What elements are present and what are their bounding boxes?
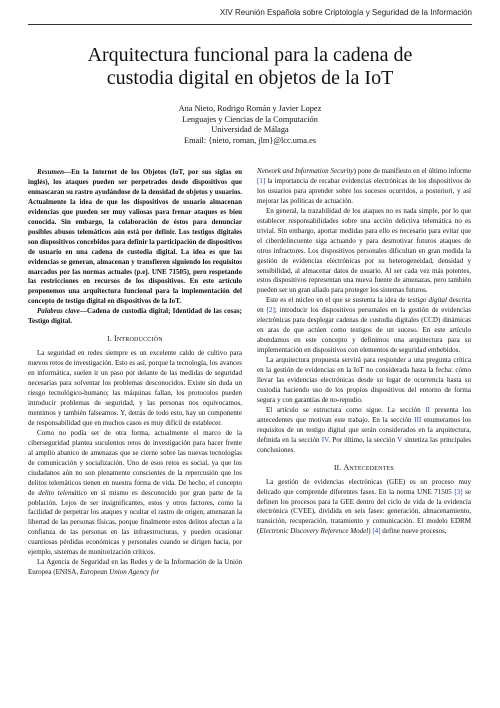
section-link[interactable]: III xyxy=(414,415,422,424)
paragraph xyxy=(28,429,242,558)
running-header: XIV Reunión Española sobre Criptología y Seguridad de la Información xyxy=(219,8,472,17)
emphasis: European Union Agency for xyxy=(79,568,160,577)
author-university: Universidad de Málaga xyxy=(211,125,289,135)
text-run: ) pone de manifiesto en el último informe xyxy=(353,167,471,175)
emphasis: Network and Information Security xyxy=(257,167,354,175)
paragraph: La seguridad en redes siempre es un excelente caldo de cultivo para nuevos retos de investigación. Esto es así, porque la tecnología, los avances en informática, suelen ir un paso por delante de las medidas de seguridad necesarias para solventar los problemas desconocidos. Existe sin duda un riesgo tecnológico-humano; las máquinas fallan, los protocolos pueden introducir problemas de seguridad, y las personas nos equivocamos, mentimos y también falseamos. Y, detrás de todo esto, hay un componente de responsabilidad que en muchos casos es muy difícil de establecer. xyxy=(28,349,242,427)
text-run: enumeramos los requisitos de un testigo digital que serán considerados en la arquitectura, definida en la sección xyxy=(257,415,471,444)
title-line-1: Arquitectura funcional para la cadena de xyxy=(87,44,413,66)
paragraph xyxy=(257,296,471,356)
section-number: II. xyxy=(334,462,342,472)
text-run: . Por último, la sección xyxy=(328,435,398,444)
text-run: presenta los antecedentes que motivan este trabajo. En la sección xyxy=(257,405,471,424)
abstract-lead: Resumen xyxy=(37,168,65,176)
left-column xyxy=(28,168,242,578)
abstract-body: —En la Internet de los Objetos (IoT, por sus siglas en inglés), los ataques pueden ser perpetrados desde dispositivos que enmascaran su rastro ayudándose de la densidad de objetos y usuarios. Actualmente la idea de que los dispositivos de usuario almacenan evidencias que pueden ser muy valiosas para frenar ataques es bien conocida. Sin embargo, la colaboración de éstos para denunciar posibles abusos telemáticos aún está por definir. Los testigos digitales son dispositivos concebidos para definir la participación de dispositivos de usuario en una cadena de custodia digital. La idea es que las evidencias se generan, almacenan y transfieren siguiendo los requisitos marcados por las normas actuales (p.ej. UNE 71505), pero respetando las restricciones en recursos de los dispositivos. En este artículo proponemos una arquitectura funcional para la implementación del concepto de testigo digital en dispositivos de la IoT. xyxy=(28,168,242,306)
section-title: Introducción xyxy=(114,334,163,344)
text-run: descrita en xyxy=(257,296,471,315)
citation-link[interactable]: [1] xyxy=(257,176,266,185)
author-names: Ana Nieto, Rodrigo Román y Javier Lopez xyxy=(178,104,322,113)
text-run: La gestión de evidencias electrónicas (GEE) es un proceso muy delicado que comprende diferentes fases. En la norma UNE 71505 xyxy=(257,477,471,496)
section-link[interactable]: V xyxy=(397,435,403,444)
emphasis: testigo digital xyxy=(407,296,447,305)
section-heading-antecedentes xyxy=(257,463,471,473)
text-run: sintetiza las principales conclusiones. xyxy=(257,435,471,454)
text-run: se definen los procesos para la GEE dentro del ciclo de vida de la evidencia electrónica (CVEE), dividida en seis fases: generación, almacenamiento, transición, recuperación, tratamiento y comunicación. El modelo EDRM ( xyxy=(257,487,471,536)
header-rule xyxy=(28,24,472,25)
section-heading-introduccion xyxy=(28,334,242,344)
text-run: en sí mismo es desconocido por gran parte de la población. Lejos de ser insignificantes, estos y otros factores, como la facilidad de perpetrar los ataques y ocultar el rastro de origen, amenazan la libertad de las personas físicas, porque finalmente estos delitos afectan a la confianza de las personas en las infraestructuras, y pueden ocasionar cuantiosas pérdidas económicas y personales cuando se dirigen hacia, por ejemplo, sistemas de monitorización críticos. xyxy=(28,488,242,557)
section-link[interactable]: IV xyxy=(321,435,329,444)
paragraph xyxy=(257,478,471,538)
emphasis: Electronic Discovery Reference Model xyxy=(259,527,369,536)
text-run: la importancia de recabar evidencias electrónicas de los dispositivos de los usuarios para aprender sobre los sucesos ocurridos, a posteriori, y así mejorar las políticas de actuación. xyxy=(257,176,471,205)
title-line-2: custodia digital en objetos de la IoT xyxy=(106,67,394,89)
paragraph xyxy=(257,167,471,207)
text-run: La Agencia de Seguridad en las Redes y de la Información de la Unión Europea (ENISA, xyxy=(28,558,242,577)
citation-link[interactable]: [4] xyxy=(372,527,381,536)
author-department: Lenguajes y Ciencias de la Computación xyxy=(182,114,318,124)
text-run: Como no podía ser de otra forma, actualmente el marco de la ciberseguridad plantea suculentos retos de investigación para hacer frente al amplio abanico de amenazas que se cierne sobre las nuevas tecnologías de comunicación y socialización. Uno de esos retos es social, ya que los ciudadanos aún no son plenamente conscientes de la repercusión que los delitos telemáticos tienen en nuestra forma de vida. De hecho, el concepto de xyxy=(28,428,242,497)
author-block xyxy=(40,104,460,146)
right-column xyxy=(257,167,471,537)
text-run: Este es el núcleo en el que se sustenta la idea de xyxy=(266,296,408,305)
text-run: ) xyxy=(368,527,373,536)
abstract xyxy=(28,168,242,307)
section-number: I. xyxy=(107,334,112,344)
keywords-body: —Cadena de custodia digital; Identidad de las cosas; Testigo digital. xyxy=(28,307,242,326)
section-title: Antecedentes xyxy=(343,462,394,472)
keywords-lead: Palabras clave xyxy=(37,307,80,316)
keywords xyxy=(28,307,242,327)
text-run: El artículo se estructura como sigue. La sección xyxy=(266,405,426,414)
text-run: define nueve procesos, xyxy=(380,527,447,536)
emphasis: delito telemático xyxy=(38,488,88,497)
paragraph xyxy=(28,558,242,578)
paragraph: La arquitectura propuesta servirá para responder a una pregunta crítica en la gestión de evidencias en la IoT no considerada hasta la fecha: cómo llevar las evidencias electrónicas desde su lugar de ocurrencia hasta su custodia haciendo uso de los propios dispositivos del entorno de forma segura y con garantías de no-repudio. xyxy=(257,356,471,404)
paper-title xyxy=(40,44,460,90)
paragraph xyxy=(257,406,471,456)
section-link[interactable]: II xyxy=(425,405,431,414)
author-email: Email: {nieto, roman, jlm}@lcc.uma.es xyxy=(184,135,316,145)
paragraph: En general, la trazabilidad de los ataques no es nada simple, por lo que establecer responsabilidades sobre una acción delictiva telemática no es trivial. Sin embargo, aportar medidas para ello es necesario para evitar que el ciberdelincuente siga actuando y para desmotivar futuros ataques de otros infractores. Los dispositivos personales dificultan en gran medida la gestión de evidencias electrónicas por su heterogeneidad, densidad y sensibilidad, al almacenar datos de usuario. Al ser cada vez más potentes, estos dispositivos representan una nueva fuente de amenazas, pero también pueden ser un gran aliado para proteger los sistemas futuros. xyxy=(257,206,471,295)
citation-link[interactable]: [2] xyxy=(266,306,275,315)
citation-link[interactable]: [3] xyxy=(454,487,463,496)
text-run: ; introducir los dispositivos personales en la gestión de evidencias electrónicas para desplegar cadenas de custodia digitales (CCD) dinámicas en aras de que actúen como testigos de un suceso. En este artículo abondamos en este concepto y definimos una arquitectura para su implementación en dispositivos con elementos de seguridad embebidos. xyxy=(257,306,471,355)
